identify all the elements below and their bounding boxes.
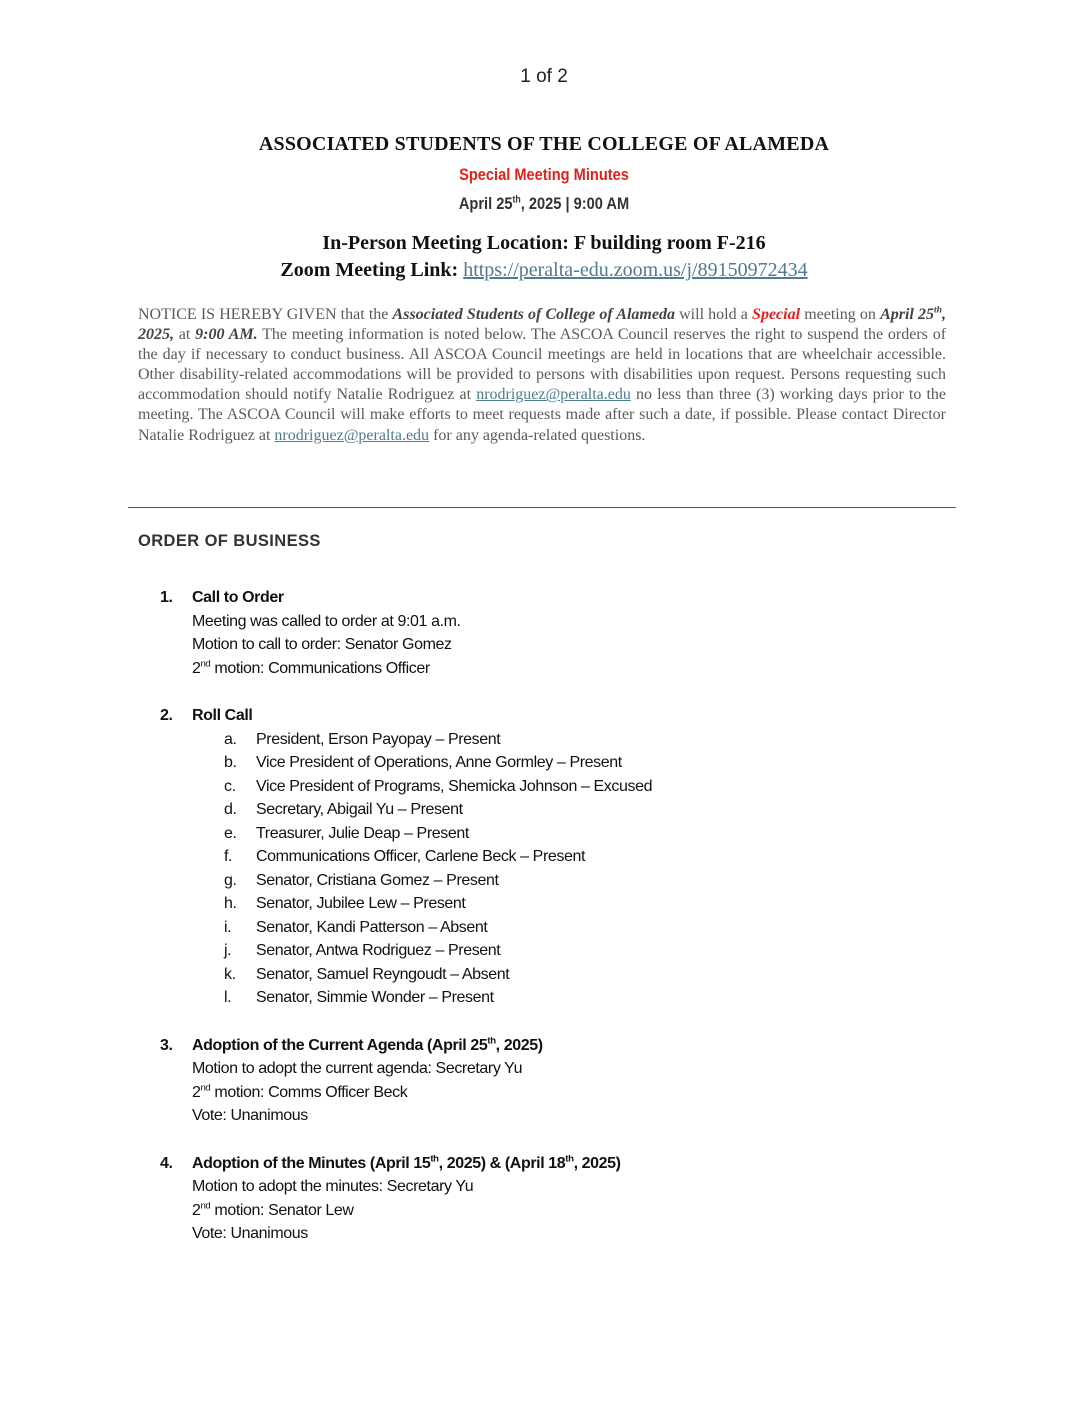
notice-time: 9:00 AM. bbox=[195, 326, 258, 344]
roll-call-entry bbox=[160, 939, 960, 963]
agenda-item-title bbox=[160, 1152, 960, 1176]
roll-call-text: Vice President of Operations, Anne Gormley – Present bbox=[256, 754, 622, 771]
notice-special-word: Special bbox=[752, 306, 801, 323]
roll-call-text: President, Erson Payopay – Present bbox=[256, 730, 501, 748]
ordinal-suffix: nd bbox=[200, 1200, 211, 1212]
ordinal-suffix: nd bbox=[200, 1082, 211, 1094]
notice-paragraph bbox=[138, 305, 946, 446]
agenda-item-title bbox=[160, 1034, 960, 1058]
agenda-item-roll-call bbox=[160, 704, 960, 1010]
agenda-item-number: 3. bbox=[160, 1036, 173, 1054]
roll-call-entry bbox=[160, 916, 960, 940]
ordinal-number: 2 bbox=[192, 659, 201, 677]
roll-call-letter: i. bbox=[224, 918, 232, 936]
roll-call-entry bbox=[160, 775, 960, 799]
ordinal-suffix: th bbox=[430, 1153, 439, 1165]
organization-title: ASSOCIATED STUDENTS OF THE COLLEGE OF ALAMEDA bbox=[258, 133, 830, 155]
ordinal-suffix: th bbox=[565, 1153, 574, 1165]
roll-call-entry bbox=[160, 892, 960, 916]
agenda-item-adopt-minutes bbox=[160, 1152, 960, 1246]
agenda-item-adopt-agenda bbox=[160, 1034, 960, 1128]
agenda-item-heading: Call to Order bbox=[192, 589, 284, 606]
roll-call-letter: j. bbox=[224, 942, 232, 959]
roll-call-text: Vice President of Programs, Shemicka Johnson – Excused bbox=[256, 777, 653, 795]
meeting-type-subtitle: Special Meeting Minutes bbox=[459, 165, 629, 184]
roll-call-text: Secretary, Abigail Yu – Present bbox=[256, 801, 463, 818]
roll-call-entry bbox=[160, 751, 960, 775]
motion-line: Motion to adopt the minutes: Secretary Yu bbox=[192, 1178, 474, 1195]
ordinal-number: 2 bbox=[192, 1083, 201, 1101]
motion-line: Motion to adopt the current agenda: Secretary Yu bbox=[192, 1060, 523, 1077]
roll-call-entry bbox=[160, 798, 960, 822]
roll-call-text: Communications Officer, Carlene Beck – Present bbox=[256, 848, 586, 865]
notice-text: meeting on bbox=[800, 306, 881, 323]
agenda-item-heading-rest: , 2025) bbox=[573, 1154, 621, 1172]
roll-call-entry bbox=[160, 986, 960, 1010]
notice-text: no less than three (3) working days prior to the meeting. The ASCOA Council will make efforts to meet requests made after such a date, if possible. Please contact Director Natalie Rodriguez at bbox=[138, 386, 947, 444]
zoom-label: Zoom Meeting Link: bbox=[280, 259, 459, 281]
meeting-date-time bbox=[76, 194, 1012, 214]
second-motion-text: motion: Comms Officer Beck bbox=[210, 1083, 408, 1101]
agenda-item-title bbox=[160, 704, 960, 728]
notice-text: The meeting information is noted below. The ASCOA Council reserves the right to suspend the orders of the day if necessary to conduct business. All ASCOA Council meetings are held in locations that are wheelchair accessible. Other disability-related accommodations will be provided to persons with disabilities upon request. Persons requesting such accommodation should notify Natalie Rodriguez at bbox=[138, 326, 947, 404]
agenda-item-number: 1. bbox=[160, 589, 173, 606]
zoom-link[interactable]: https://peralta-edu.zoom.us/j/89150972434 bbox=[463, 259, 808, 281]
roll-call-text: Senator, Kandi Patterson – Absent bbox=[256, 918, 488, 936]
roll-call-letter: b. bbox=[224, 754, 237, 771]
ordinal-suffix: th bbox=[487, 1035, 496, 1047]
roll-call-entry bbox=[160, 822, 960, 846]
second-motion-line bbox=[160, 1199, 960, 1223]
roll-call-text: Senator, Samuel Reyngoudt – Absent bbox=[256, 965, 510, 983]
agenda-item-heading: Roll Call bbox=[192, 707, 253, 724]
notice-text: for any agenda-related questions. bbox=[429, 426, 646, 444]
notice-date-suffix: th bbox=[934, 304, 943, 316]
roll-call-letter: c. bbox=[224, 777, 236, 795]
date-main: April 25 bbox=[458, 194, 513, 213]
second-motion-text: motion: Senator Lew bbox=[210, 1201, 354, 1219]
second-motion-line bbox=[160, 1081, 960, 1105]
order-of-business-heading: ORDER OF BUSINESS bbox=[138, 532, 321, 550]
roll-call-letter: f. bbox=[224, 848, 233, 865]
ordinal-suffix: nd bbox=[200, 658, 211, 670]
roll-call-text: Treasurer, Julie Deap – Present bbox=[256, 824, 469, 842]
vote-line: Vote: Unanimous bbox=[192, 1225, 308, 1242]
date-rest: , 2025 | 9:00 AM bbox=[520, 194, 630, 213]
ordinal-number: 2 bbox=[192, 1201, 201, 1219]
agenda-item-number: 4. bbox=[160, 1154, 173, 1172]
roll-call-entry bbox=[160, 963, 960, 987]
call-to-order-time: Meeting was called to order at 9:01 a.m. bbox=[192, 612, 461, 630]
notice-date: April 25 bbox=[880, 306, 935, 323]
agenda-item-call-to-order bbox=[160, 586, 960, 680]
agenda-item-heading: Adoption of the Minutes (April 15 bbox=[192, 1154, 431, 1172]
agenda-item-heading-rest: , 2025) bbox=[495, 1036, 543, 1054]
page-counter: 1 of 2 bbox=[520, 66, 568, 87]
contact-email-link[interactable]: nrodriguez@peralta.edu bbox=[274, 426, 430, 444]
roll-call-entry bbox=[160, 869, 960, 893]
notice-text: will hold a bbox=[674, 306, 753, 323]
roll-call-letter: l. bbox=[224, 989, 232, 1006]
contact-email-link[interactable]: nrodriguez@peralta.edu bbox=[476, 386, 631, 404]
roll-call-letter: d. bbox=[224, 801, 237, 818]
motion-line: Motion to call to order: Senator Gomez bbox=[192, 636, 452, 653]
notice-org-name: Associated Students of College of Alameda bbox=[392, 306, 675, 323]
second-motion-text: motion: Communications Officer bbox=[210, 659, 430, 677]
agenda-item-number: 2. bbox=[160, 707, 173, 724]
vote-line: Vote: Unanimous bbox=[192, 1107, 308, 1124]
second-motion-line bbox=[160, 657, 960, 681]
roll-call-text: Senator, Simmie Wonder – Present bbox=[256, 989, 494, 1006]
roll-call-letter: h. bbox=[224, 895, 237, 912]
roll-call-entry bbox=[160, 845, 960, 869]
section-divider bbox=[128, 507, 956, 508]
meeting-location: In-Person Meeting Location: F building room F-216 bbox=[322, 232, 766, 254]
agenda-list bbox=[160, 586, 960, 1270]
notice-text: NOTICE IS HEREBY GIVEN that the bbox=[138, 306, 393, 323]
zoom-link-line bbox=[0, 259, 1088, 282]
roll-call-text: Senator, Antwa Rodriguez – Present bbox=[256, 942, 501, 959]
roll-call-text: Senator, Cristiana Gomez – Present bbox=[256, 871, 499, 889]
roll-call-letter: a. bbox=[224, 730, 237, 748]
roll-call-entry bbox=[160, 728, 960, 752]
agenda-item-heading-rest: , 2025) & (April 18 bbox=[438, 1154, 566, 1172]
roll-call-letter: k. bbox=[224, 965, 236, 983]
agenda-item-title bbox=[160, 586, 960, 610]
agenda-item-heading: Adoption of the Current Agenda (April 25 bbox=[192, 1036, 488, 1054]
roll-call-letter: g. bbox=[224, 871, 237, 889]
roll-call-text: Senator, Jubilee Lew – Present bbox=[256, 895, 466, 912]
date-suffix: th bbox=[512, 194, 521, 206]
notice-date-rest: , 2025, bbox=[138, 306, 947, 344]
roll-call-letter: e. bbox=[224, 824, 237, 842]
notice-text: at bbox=[174, 326, 196, 344]
